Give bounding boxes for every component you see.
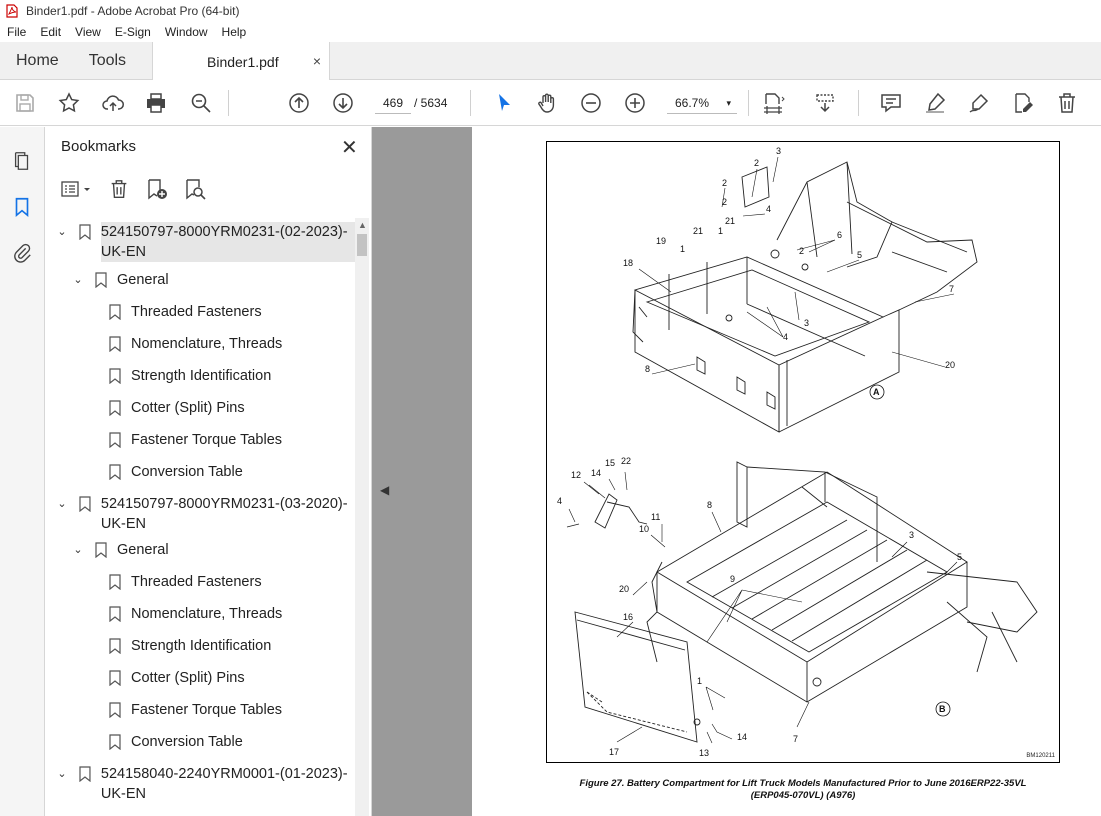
bookmark-item[interactable] [109, 604, 282, 624]
main-toolbar [0, 80, 1101, 126]
view-b-callout-label: 8 [707, 500, 713, 510]
bookmark-item[interactable] [109, 636, 271, 656]
menu-view[interactable]: View [75, 25, 101, 39]
tab-tools[interactable]: Tools [88, 51, 127, 69]
bookmark-item[interactable] [109, 302, 262, 322]
view-b-callout-label: 22 [621, 456, 632, 466]
menu-file[interactable]: File [7, 25, 27, 39]
bookmark-label: 524150797-8000YRM0231-(02-2023)-UK-EN [101, 222, 355, 262]
chevron-down-icon[interactable]: ⌄ [73, 544, 83, 556]
bookmark-item[interactable] [55, 494, 355, 534]
view-a-callout-label: 5 [857, 250, 863, 260]
bookmark-label: Conversion Table [131, 734, 243, 750]
bookmark-tree [45, 219, 355, 816]
view-a-callout-label: 8 [645, 364, 651, 374]
bookmarks-title: Bookmarks [61, 138, 137, 155]
bookmark-label: Fastener Torque Tables [131, 432, 283, 448]
figure-code: BM120211 [1026, 753, 1055, 759]
bookmark-icon [109, 368, 121, 384]
view-a-callout-label: 4 [766, 204, 772, 214]
close-tab-button[interactable]: × [312, 53, 321, 69]
document-tab-label: Binder1.pdf [207, 53, 279, 70]
bookmarks-toolbar [59, 175, 209, 203]
menu-esign[interactable]: E-Sign [114, 25, 151, 39]
acrobat-icon [4, 3, 20, 19]
bookmark-label: Nomenclature, Threads [131, 606, 283, 622]
view-a-callout-label: 18 [623, 258, 634, 268]
bookmark-item[interactable] [109, 334, 282, 354]
view-a-callout-label: 21 [725, 216, 736, 226]
caption-line-2: (ERP045-070VL) (A976) [750, 790, 856, 801]
bookmark-label: Threaded Fasteners [131, 574, 262, 590]
tab-document[interactable] [152, 42, 330, 81]
caption-line-1: Figure 27. Battery Compartment for Lift Truck Models Manufactured Prior to June 2016ERP22-35VL [579, 778, 1027, 789]
close-panel-button[interactable]: ✕ [341, 137, 358, 159]
chevron-down-icon[interactable]: ⌄ [73, 274, 83, 286]
figure [546, 141, 1060, 763]
view-b-callout-label: 10 [639, 524, 650, 534]
bookmark-label: 524158040-2240YRM0001-(01-2023)-UK-EN [100, 766, 348, 802]
delete-icon[interactable] [1052, 88, 1082, 118]
previous-page-icon[interactable] [284, 88, 314, 118]
menu-help[interactable]: Help [221, 25, 247, 39]
view-b-callout-label: 7 [793, 734, 799, 744]
scroll-up-icon[interactable]: ▲ [358, 220, 367, 230]
view-b-callout-label: 3 [909, 530, 915, 540]
zoom-search-icon[interactable] [186, 88, 216, 118]
bookmark-icon [79, 766, 91, 782]
figure-caption [546, 778, 1060, 802]
print-icon[interactable] [141, 88, 171, 118]
view-a-callout-label: 2 [722, 197, 728, 207]
bookmark-label: Nomenclature, Threads [131, 336, 283, 352]
view-b-callout-label: 17 [609, 747, 620, 757]
bookmark-icon [95, 542, 107, 558]
select-cursor-icon[interactable] [489, 88, 519, 118]
tab-home[interactable]: Home [16, 51, 59, 69]
view-b-callout-label: 12 [571, 470, 582, 480]
zoom-out-icon[interactable] [576, 88, 606, 118]
bookmark-label: Cotter (Split) Pins [131, 400, 245, 416]
view-a-callout-label: 3 [804, 318, 810, 328]
new-bookmark-icon[interactable] [143, 175, 171, 203]
bookmark-icon [109, 336, 121, 352]
view-a-callout-label: 21 [693, 226, 704, 236]
chevron-down-icon[interactable]: ⌄ [57, 226, 67, 238]
view-a-callout-label: 1 [680, 244, 686, 254]
view-a-callout-label: 2 [722, 178, 728, 188]
bookmark-item[interactable] [109, 668, 245, 688]
bookmark-icon [109, 702, 121, 718]
view-b-callout-label: 4 [557, 496, 563, 506]
bookmarks-scrollbar[interactable] [355, 218, 369, 816]
bookmark-label: General [117, 542, 169, 558]
bookmark-label: Conversion Table [131, 464, 243, 480]
zoom-level-value: 66.7% [675, 96, 710, 110]
bookmark-icon [109, 638, 121, 654]
scroll-mode-icon[interactable] [810, 88, 840, 118]
view-b-callout-label: 11 [651, 512, 661, 522]
view-b-callout-label: 13 [699, 748, 710, 758]
bookmark-label: General [117, 272, 169, 288]
title-bar [0, 0, 1101, 22]
view-b-callout-label: B [939, 704, 946, 714]
star-icon[interactable] [54, 88, 84, 118]
document-viewport[interactable] [372, 127, 1101, 816]
bookmark-item[interactable] [109, 462, 243, 482]
toolbar-separator [748, 90, 749, 116]
view-a-callout-label: 2 [754, 158, 760, 168]
view-a-callout-label: 20 [945, 360, 956, 370]
bookmarks-panel [45, 127, 372, 816]
bookmark-label: Fastener Torque Tables [131, 702, 283, 718]
options-menu-icon[interactable] [59, 175, 95, 203]
bookmark-icon [79, 496, 91, 512]
window-title: Binder1.pdf - Adobe Acrobat Pro (64-bit) [26, 4, 240, 18]
pages-thumbnails-icon[interactable] [8, 147, 36, 175]
zoom-in-icon[interactable] [620, 88, 650, 118]
view-a-callout-label: 6 [837, 230, 843, 240]
bookmark-item[interactable] [109, 732, 243, 752]
view-a-callout-label: 4 [783, 332, 789, 342]
bookmark-icon [109, 400, 121, 416]
scrollbar-thumb[interactable] [357, 234, 367, 256]
collapse-panel-icon[interactable]: ◀ [380, 483, 390, 497]
bookmark-item[interactable] [55, 764, 355, 804]
view-a-callout-label: 3 [776, 146, 782, 156]
left-rail [0, 127, 45, 816]
edit-pdf-icon[interactable] [1008, 88, 1038, 118]
bookmark-item[interactable] [55, 222, 355, 262]
toolbar-separator [228, 90, 229, 116]
bookmark-icon [109, 304, 121, 320]
view-b-callout-label: 14 [591, 468, 602, 478]
bookmark-icon [109, 574, 121, 590]
bookmark-item[interactable] [109, 700, 282, 720]
page-number-input[interactable]: 469 [375, 92, 411, 114]
chevron-down-icon[interactable]: ⌄ [57, 768, 67, 780]
bookmark-icon [109, 670, 121, 686]
bookmark-label: Strength Identification [131, 638, 272, 654]
chevron-down-icon[interactable]: ⌄ [57, 498, 67, 510]
bookmark-label: Threaded Fasteners [131, 304, 262, 320]
bookmark-icon [79, 224, 91, 240]
bookmark-icon [109, 464, 121, 480]
bookmark-item[interactable] [71, 270, 169, 290]
menu-bar [0, 22, 1101, 42]
highlight-pen-icon[interactable] [920, 88, 950, 118]
view-a-callout-label: 1 [718, 226, 724, 236]
view-a-callout-label: 7 [949, 284, 955, 294]
bookmark-label: Cotter (Split) Pins [131, 670, 245, 686]
battery-compartment-drawing [547, 142, 1059, 762]
bookmark-item[interactable] [109, 398, 245, 418]
next-page-icon[interactable] [328, 88, 358, 118]
hand-tool-icon[interactable] [532, 88, 562, 118]
toolbar-separator [470, 90, 471, 116]
view-b-callout-label: 15 [605, 458, 616, 468]
menu-edit[interactable]: Edit [40, 25, 62, 39]
view-b-callout-label: 9 [730, 574, 736, 584]
bookmark-panel-icon[interactable] [8, 193, 36, 221]
view-a-callout-label: 2 [799, 246, 805, 256]
find-bookmark-icon[interactable] [181, 175, 209, 203]
view-b-callout-label: 5 [957, 552, 963, 562]
page-total: / 5634 [414, 96, 448, 110]
view-b-callout-label: 14 [737, 732, 748, 742]
attachment-icon[interactable] [8, 239, 36, 267]
bookmark-item[interactable] [109, 430, 282, 450]
view-b-callout-label: 16 [623, 612, 634, 622]
tab-bar [0, 42, 1101, 80]
bookmark-icon [95, 272, 107, 288]
upload-cloud-icon[interactable] [98, 88, 128, 118]
comment-icon[interactable] [876, 88, 906, 118]
bookmark-item[interactable] [109, 366, 271, 386]
save-icon[interactable] [10, 88, 40, 118]
view-b-callout-label: 1 [697, 676, 703, 686]
page-fit-icon[interactable] [758, 88, 788, 118]
chevron-down-icon: ▾ [726, 98, 731, 108]
bookmark-label: Strength Identification [131, 368, 272, 384]
bookmark-icon [109, 432, 121, 448]
bookmark-item[interactable] [109, 572, 262, 592]
menu-window[interactable]: Window [164, 25, 208, 39]
bookmark-icon [109, 734, 121, 750]
bookmark-label: 524150797-8000YRM0231-(03-2020)-UK-EN [100, 496, 348, 532]
bookmark-icon [109, 606, 121, 622]
view-a-callout-label: A [873, 387, 880, 397]
toolbar-separator [858, 90, 859, 116]
view-b-callout-label: 20 [619, 584, 630, 594]
bookmark-item[interactable] [71, 540, 169, 560]
fill-sign-icon[interactable] [964, 88, 994, 118]
pdf-page [472, 127, 1101, 816]
zoom-level-select[interactable] [667, 92, 737, 114]
view-a-callout-label: 19 [656, 236, 667, 246]
delete-bookmark-icon[interactable] [105, 175, 133, 203]
